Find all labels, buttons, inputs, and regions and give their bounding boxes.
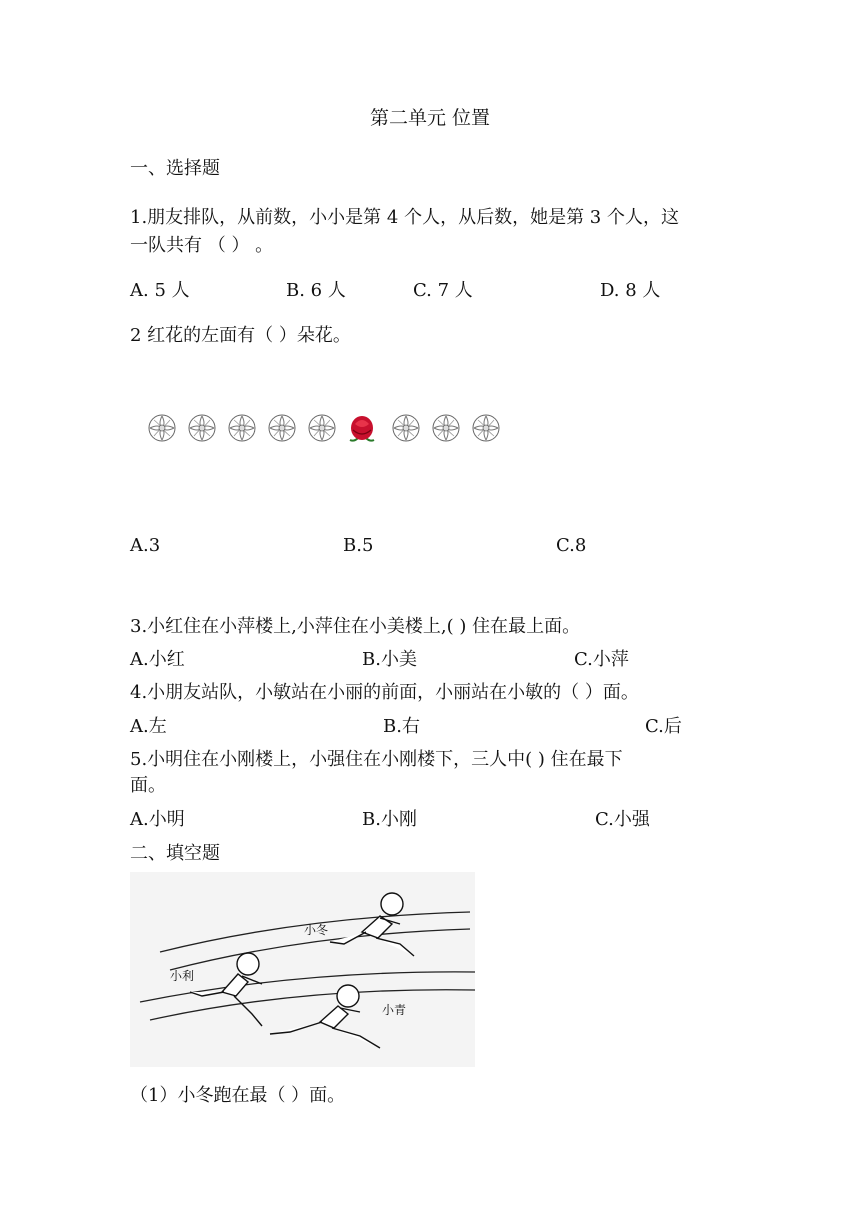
- white-flower-icon: [149, 415, 175, 441]
- question-1-line-2: 一队共有 （ ） 。: [130, 235, 274, 256]
- question-4-text: 4.小朋友站队，小敏站在小丽的前面，小丽站在小敏的（ ）面。: [130, 682, 639, 703]
- question-4-option-c: C.后: [645, 716, 682, 737]
- question-5-option-a: A.小明: [130, 809, 185, 830]
- flower-row-image: [144, 408, 514, 448]
- page-title: 第二单元 位置: [369, 107, 491, 129]
- red-flower-icon: [350, 416, 374, 441]
- white-flower-icon: [473, 415, 499, 441]
- runner-xiaodong-figure: [330, 893, 414, 956]
- question-3-option-b: B.小美: [362, 649, 417, 670]
- white-flower-icon: [309, 415, 335, 441]
- section-heading-choice: 一、选择题: [130, 158, 220, 179]
- question-3-option-c: C.小萍: [574, 649, 629, 670]
- white-flower-icon: [393, 415, 419, 441]
- question-5-option-c: C.小强: [595, 809, 650, 830]
- figure-label-xiaoqing: 小青: [382, 1003, 407, 1017]
- question-5-option-b: B.小刚: [362, 809, 417, 830]
- question-4-option-b: B.右: [383, 716, 420, 737]
- question-2-text: 2 红花的左面有（ ）朵花。: [130, 325, 351, 346]
- question-1-option-c: C. 7 人: [413, 280, 473, 301]
- white-flower-icon: [229, 415, 255, 441]
- white-flower-icon: [433, 415, 459, 441]
- running-race-image: [130, 872, 475, 1067]
- figure-label-xiaodong: 小冬: [304, 923, 329, 937]
- figure-label-xiaoli: 小利: [170, 969, 195, 983]
- runner-xiaoli-figure: [190, 953, 262, 1026]
- question-5-line-2: 面。: [130, 775, 166, 796]
- question-5-line-1: 5.小明住在小刚楼上，小强住在小刚楼下，三人中( ) 住在最下: [130, 749, 623, 770]
- section-heading-fill: 二、填空题: [130, 843, 220, 864]
- question-2-option-c: C.8: [556, 535, 587, 556]
- question-1-option-a: A. 5 人: [130, 280, 190, 301]
- question-2-option-a: A.3: [130, 535, 161, 556]
- white-flower-icon: [189, 415, 215, 441]
- fill-question-1-sub-1: （1）小冬跑在最（ ）面。: [130, 1085, 346, 1106]
- question-3-option-a: A.小红: [130, 649, 185, 670]
- fill-question-1-label: 1、: [130, 877, 160, 898]
- white-flower-icon: [269, 415, 295, 441]
- question-1-option-b: B. 6 人: [286, 280, 346, 301]
- question-4-option-a: A.左: [130, 716, 167, 737]
- question-3-text: 3.小红住在小萍楼上,小萍住在小美楼上,( ) 住在最上面。: [130, 616, 581, 637]
- question-2-option-b: B.5: [343, 535, 374, 556]
- question-1-line-1: 1.朋友排队，从前数，小小是第 4 个人，从后数，她是第 3 个人，这: [130, 207, 679, 228]
- question-1-option-d: D. 8 人: [600, 280, 661, 301]
